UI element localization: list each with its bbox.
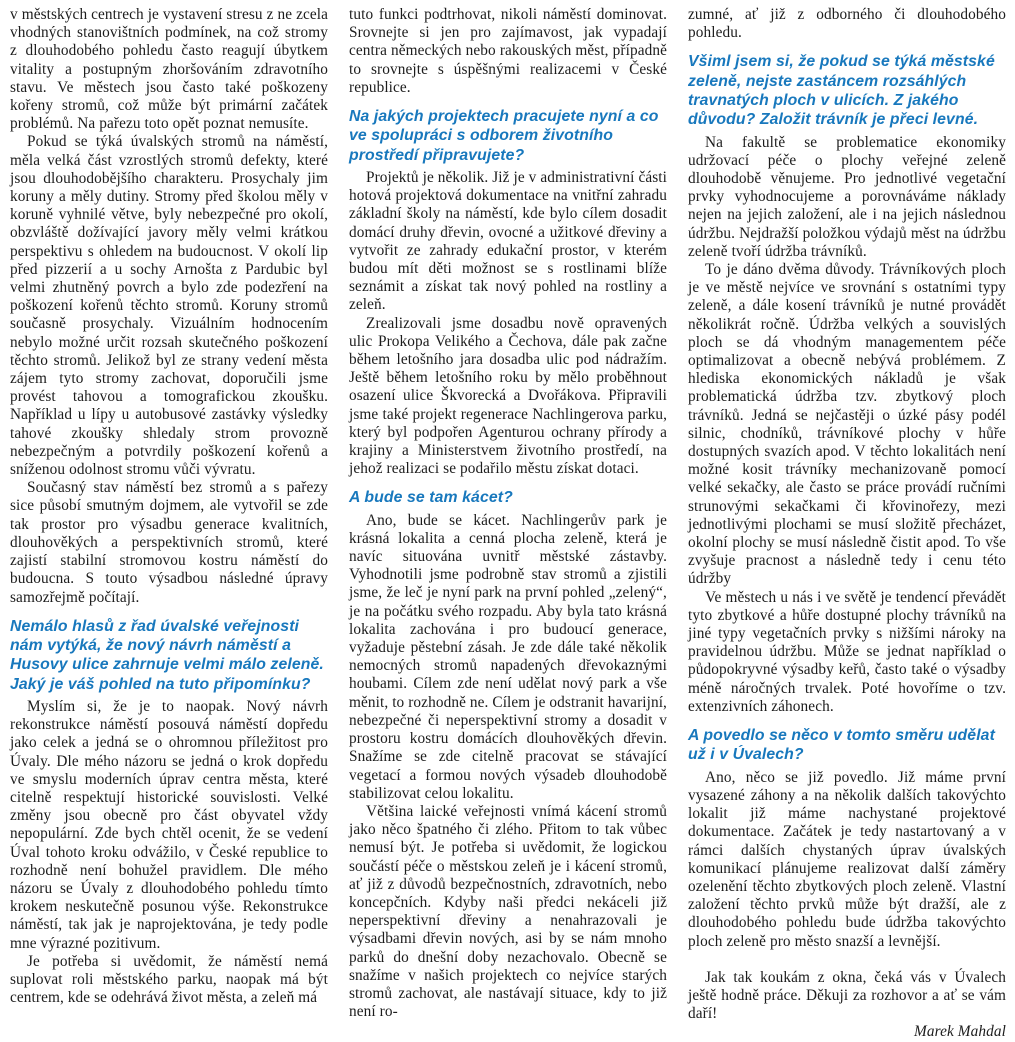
interview-question: Na jakých projektech pracujete nyní a co ve spolupráci s odborem životního prostředí připravujete? bbox=[349, 108, 659, 164]
article-column-3 bbox=[688, 6, 1006, 1041]
author-signature: Marek Mahdal bbox=[914, 1023, 1006, 1041]
article-paragraph: zumné, ať již z odborného či dlouhodobého pohledu. bbox=[688, 6, 1006, 42]
article-paragraph: v městských centrech je vystavení stresu z ne zcela vhodných stanovištních podmínek, na což stromy z dlouhodobého pohledu často reagují úbytkem vitality a postupným zhoršováním zdravotního stavu. Ve městech jsou často také poškozeny kořeny stromů, což může být primární začátek problémů. Na pařezu toto opět poznat nemusíte. bbox=[10, 6, 328, 133]
article-paragraph: Je potřeba si uvědomit, že náměstí nemá suplovat roli městského parku, naopak má být centrem, kde se odehrává život města, a zeleň má bbox=[10, 952, 328, 1007]
article-paragraph: Na fakultě se problematice ekonomiky udržovací péče o plochy veřejné zeleně dlouhodobě věnujeme. Pro jednotlivé vegetační prvky vyhodnocujeme a porovnáváme náklady nejen na jejich založení, ale i na jejich následnou údržbu. Nejdražší položkou výdajů měst na údržbu zeleně tvoří údržba trávníků. bbox=[688, 133, 1006, 260]
article-paragraph: Projektů je několik. Již je v administrativní části hotová projektová dokumentace na vnitřní zahradu základní školy na náměstí, kde bylo cílem dosadit domácí druhy dřevin, ovocné a užitkové dřeviny a vytvořit ze zahrady edukační prostor, v kterém budou mít děti možnost se s rostlinami blíže seznámit a získat tak nový pohled na rostliny a zeleň. bbox=[349, 168, 667, 314]
article-paragraph: Většina laické veřejnosti vnímá kácení stromů jako něco špatného či zlého. Přitom to tak vůbec nemusí být. Je potřeba si uvědomit, že logickou součástí péče o městskou zeleň je i kácení stromů, ať již z důvodů bezpečnostních, zdravotních, nebo koncepčních. Kdyby naši předci nekáceli již neperspektivní dřeviny a nenahrazovali je výsadbami dřevin nových, asi by se nám mnoho parků do dnešní doby nezachovalo. Obecně se snažíme v našich projektech co nejvíce starých stromů zachovat, ale nastávají situace, kdy to již není ro- bbox=[349, 802, 667, 1021]
interview-question: Všiml jsem si, že pokud se týká městské zeleně, nejste zastáncem rozsáhlých travnatých ploch v ulicích. Z jakého důvodu? Založit trávník je přeci levné. bbox=[688, 53, 995, 129]
article-column-1 bbox=[10, 6, 328, 1024]
article-paragraph: Ano, bude se kácet. Nachlingerův park je krásná lokalita a cenná plocha zeleně, která je navíc situována uvnitř městské zástavby. Vyhodnotili jsme podrobně stav stromů a zjistili jsme, že leč je nyní park na první pohled „zelený“, je na počátku svého rozpadu. Aby byla tato krásná lokalita zachována i pro budoucí generace, vyžaduje pěstební zásah. Je zde dále také několik nemocných stromů napadených dřevokaznými houbami. Cílem zde není udělat nový park a vše měnit, to rozhodně ne. Cílem je odstranit havarijní, nebezpečné či neperspektivní stromy a dosadit v prostoru kostru domácích dlouhověkých dřevin. Snažíme se zde citelně pracovat se stávající vegetací a formou nových výsadeb dlouhodobě stabilizovat celou lokalitu. bbox=[349, 511, 667, 802]
article-paragraph: Ve městech u nás i ve světě je tendencí převádět tyto zbytkové a hůře dostupné plochy trávníků na jiné typy vegetačních prvky s nižšími nároky na pravidelnou údržbu. Může se jednat například o půdopokryvné výsadby keřů, často také o výsadby méně náročných trvalek. Poté hovoříme o tzv. extenzivních záhonech. bbox=[688, 588, 1006, 715]
article-paragraph: Zrealizovali jsme dosadbu nově opravených ulic Prokopa Velikého a Čechova, dále pak začne během letošního jara dosadba ulic pod nádražím. Ještě během letošního roku by mělo proběhnout osazení ulice Škvorecká a Dvořákova. Připravili jsme také projekt regenerace Nachlingerova parku, který byl podpořen Agenturou ochrany přírody a krajiny a Ministerstvem životního prostředí, na jehož realizaci se podařilo městu získat dotaci. bbox=[349, 314, 667, 478]
interview-question: A povedlo se něco v tomto směru udělat už i v Úvalech? bbox=[688, 727, 995, 764]
interview-question: A bude se tam kácet? bbox=[349, 489, 513, 507]
article-column-2 bbox=[349, 6, 667, 1024]
article-paragraph: Jak tak koukám z okna, čeká vás v Úvalech ještě hodně práce. Děkuji za rozhovor a ať se vám daří! bbox=[688, 968, 1006, 1023]
article-paragraph: Pokud se týká úvalských stromů na náměstí, měla velká část vzrostlých stromů defekty, které jsou dlouhodobějšího charakteru. Prosychaly jim koruny a měly dutiny. Stromy před školou měly v koruně vyhnilé větve, byly nebezpečné pro okolí, obzvláště dožívající javory měly velmi krátkou perspektivu s ohledem na budoucnost. V okolí lip před pizzerií a u sochy Arnošta z Pardubic byl velmi zhutněný povrch a bylo zde podezření na poškození kořenů těchto stromů. Koruny stromů současně prosychaly. Vizuálním hodnocením nebylo možné určit rozsah skutečného poškození těchto stromů. Jelikož byl ze strany vedení města zájem tyto stromy zachovat, doporučili jsme provést tahovou a tomografickou zkoušku. Například u lípy u autobusové zastávky výsledky tahové zkoušky shledaly strom provozně nebezpečným a potvrdily poškození kořenů a sníženou odolnost stromu vůči vývratu. bbox=[10, 133, 328, 479]
article-paragraph: tuto funkci podtrhovat, nikoli náměstí dominovat. Srovnejte si jen pro zajímavost, jak vypadají centra německých nebo rakouských měst, případně to srovnejte s úspěšnými realizacemi v České republice. bbox=[349, 6, 667, 96]
article-paragraph: Ano, něco se již povedlo. Již máme první vysazené záhony a na několik dalších takovýchto lokalit již máme nachystané projektové dokumentace. Začátek je tedy nastartovaný a v rámci dalších chystaných úprav úvalských komunikací plánujeme realizovat další záměry ozelenění těchto zbytkových ploch zeleně. Vlastní založení těchto prvků může být dražší, ale z dlouhodobého pohledu bude údržba takovýchto ploch zeleně pro město snazší a levnější. bbox=[688, 768, 1006, 950]
article-paragraph: Současný stav náměstí bez stromů a s pařezy sice působí smutným dojmem, ale vytvořil se zde tak prostor pro výsadbu generace kvalitních, dlouhověkých a perspektivních stromů, které zajistí stabilní stromovou kostru náměstí do budoucna. S touto výsadbou následné úpravy samozřejmě počítají. bbox=[10, 479, 328, 606]
article-paragraph: Myslím si, že je to naopak. Nový návrh rekonstrukce náměstí posouvá náměstí dopředu jako celek a jedná se o ohromnou příležitost pro Úvaly. Dle mého názoru se jedná o krok dopředu ve smyslu moderních úprav centra města, které citelně respektují historické souvislosti. Velké změny jsou obecně pro část obyvatel vždy nepopulární. Zde bych chtěl ocenit, že se vedení Úval tohoto kroku odvážilo, v České republice to rozhodně není bohužel pravidlem. Dle mého názoru se Úvaly z dlouhodobého pohledu tímto krokem neskutečně posunou výše. Rekonstrukce náměstí, tak jak je naprojektována, je tedy podle mne výrazné pozitivum. bbox=[10, 697, 328, 952]
article-paragraph: To je dáno dvěma důvody. Trávníkových ploch je ve městě nejvíce ve srovnání s ostatními typy zeleně, a dále kosení trávníků je nutné provádět několikrát ročně. Údržba velkých a souvislých ploch se dá vhodným managementem péče optimalizovat a obecně nebývá problémem. Z hlediska ekonomických nákladů je však problematická údržba tzv. zbytkový ploch trávníků. Jedná se nejčastěji o úzké pásy podél silnic, chodníků, trávníkové plochy v hůře dostupných svazích apod. V těchto lokalitách není možné kosit trávníky mechanizovaně pomocí velké sekačky, ale často se práce provádí ručními strunovými sekačkami či křovinořezy, mezi jednotlivými plochami se musí složitě přecházet, okolní plochy se musí následně čistit apod. To vše zvyšuje pracnost a následně tedy i cenu této údržby bbox=[688, 261, 1006, 588]
interview-question: Nemálo hlasů z řad úvalské veřejnosti nám vytýká, že nový návrh náměstí a Husovy ulice zahrnuje velmi málo zeleně. Jaký je váš pohled na tuto připomínku? bbox=[10, 617, 324, 693]
